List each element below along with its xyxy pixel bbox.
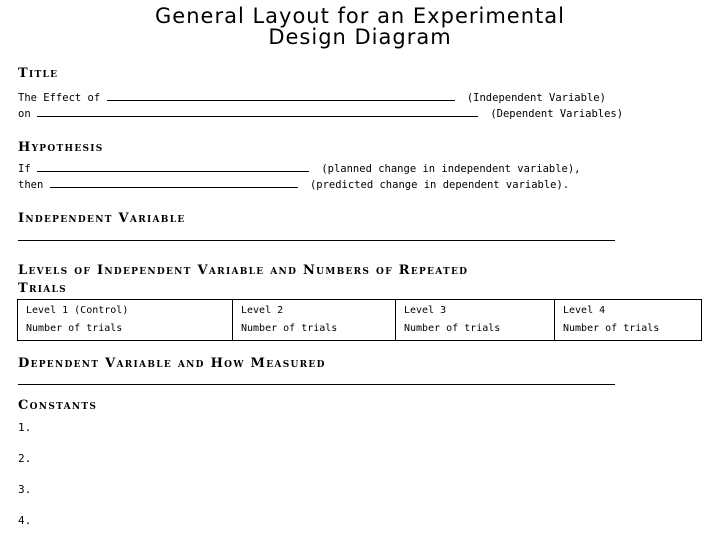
title-line-1 bbox=[18, 92, 606, 104]
hypothesis-blank-1[interactable] bbox=[37, 163, 309, 172]
dependent-variable-heading: Dependent Variable and How Measured bbox=[18, 356, 326, 371]
title-line-2-prefix: on bbox=[18, 108, 31, 120]
level-4-trials: Number of trials bbox=[563, 323, 660, 334]
level-3-trials: Number of trials bbox=[404, 323, 501, 334]
level-2-label: Level 2 bbox=[241, 305, 284, 316]
title-line-1-prefix: The Effect of bbox=[18, 92, 101, 104]
level-1-label: Level 1 (Control) bbox=[26, 305, 129, 316]
independent-variable-heading: Independent Variable bbox=[18, 211, 186, 226]
dependent-variable-blank[interactable] bbox=[18, 384, 615, 385]
level-cell-2[interactable] bbox=[233, 300, 396, 341]
hypothesis-line-1-suffix: (planned change in independent variable), bbox=[321, 163, 581, 175]
hypothesis-line-2-prefix: then bbox=[18, 179, 44, 191]
constant-item-1[interactable]: 1. bbox=[18, 421, 32, 434]
level-cell-4[interactable] bbox=[555, 300, 702, 341]
title-heading: Title bbox=[18, 66, 59, 81]
title-line-1-suffix: (Independent Variable) bbox=[466, 92, 606, 104]
level-2-trials: Number of trials bbox=[241, 323, 338, 334]
title-blank-1[interactable] bbox=[107, 92, 455, 101]
levels-table bbox=[17, 299, 702, 341]
hypothesis-line-2 bbox=[18, 179, 569, 191]
hypothesis-line-2-suffix: (predicted change in dependent variable). bbox=[309, 179, 570, 191]
title-line-2 bbox=[18, 108, 623, 120]
independent-variable-blank[interactable] bbox=[18, 240, 615, 241]
level-1-trials: Number of trials bbox=[26, 323, 123, 334]
hypothesis-line-1-prefix: If bbox=[18, 163, 31, 175]
title-line-2-suffix: (Dependent Variables) bbox=[490, 108, 624, 120]
levels-heading-line-1: Levels of Independent Variable and Numbers of Repeated bbox=[18, 263, 469, 278]
hypothesis-line-1 bbox=[18, 163, 581, 175]
constant-item-4[interactable]: 4. bbox=[18, 514, 32, 527]
title-blank-2[interactable] bbox=[37, 108, 478, 117]
hypothesis-heading: Hypothesis bbox=[18, 140, 104, 155]
level-3-label: Level 3 bbox=[404, 305, 447, 316]
hypothesis-blank-2[interactable] bbox=[50, 179, 298, 188]
constants-heading: Constants bbox=[18, 398, 98, 413]
constant-item-3[interactable]: 3. bbox=[18, 483, 32, 496]
levels-heading-line-2: Trials bbox=[18, 281, 67, 296]
document-title-line-2: Design Diagram bbox=[268, 25, 452, 49]
constant-item-2[interactable]: 2. bbox=[18, 452, 32, 465]
level-4-label: Level 4 bbox=[563, 305, 606, 316]
level-cell-1[interactable] bbox=[18, 300, 233, 341]
level-cell-3[interactable] bbox=[396, 300, 555, 341]
levels-table-row bbox=[18, 300, 702, 341]
document-title-line-1: General Layout for an Experimental bbox=[155, 4, 565, 28]
